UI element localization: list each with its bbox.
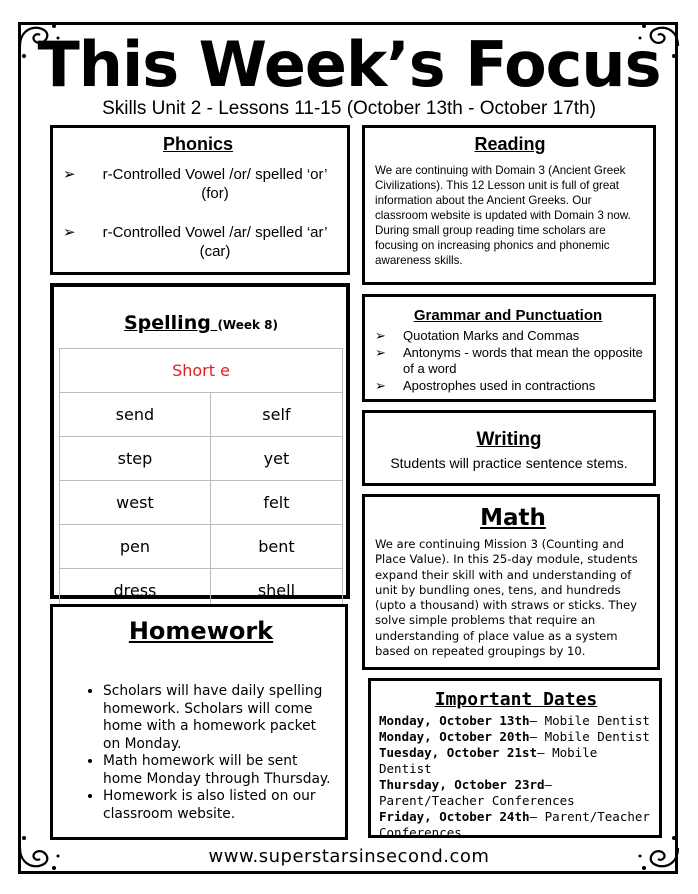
reading-text: We are continuing with Domain 3 (Ancient Greek Civilizations). This 12 Lesson unit is full of great information about the Ancient Greeks. Our classroom website is updated with Domain 3 now. During small group reading time scholars are focusing on increasing phonics and phonemic awareness skills. bbox=[375, 164, 631, 267]
table-row: step yet bbox=[60, 437, 343, 481]
grammar-heading: Grammar and Punctuation bbox=[413, 307, 603, 324]
math-text: We are continuing Mission 3 (Counting and Place Value). In this 25-day module, students expand their skill with and understanding of unit by bundling ones, tens, and hundreds (upto a thousand) with straws or sticks. They solve simple problems that require an understanding of place value as a system based on repeated groupings by 10. bbox=[375, 537, 638, 659]
homework-heading: Homework bbox=[128, 617, 274, 645]
phonics-list bbox=[57, 165, 339, 261]
dates-entry: Friday, October 24th– Parent/Teacher Conferences bbox=[379, 809, 650, 840]
spelling-header bbox=[59, 312, 343, 334]
table-row: west felt bbox=[60, 481, 343, 525]
math-box bbox=[362, 494, 660, 670]
page-subtitle: Skills Unit 2 - Lessons 11-15 (October 13th - October 17th) bbox=[102, 98, 596, 119]
list-item: • Math homework will be sent home Monday through Thursday. bbox=[103, 753, 335, 788]
phonics-heading: Phonics bbox=[162, 134, 233, 154]
list-item: ➢ Antonyms - words that mean the opposite of a word bbox=[375, 344, 643, 376]
spelling-table bbox=[59, 348, 343, 613]
dates-box bbox=[368, 678, 662, 838]
homework-list bbox=[67, 683, 335, 823]
reading-heading: Reading bbox=[474, 134, 546, 154]
dates-heading: Important Dates bbox=[434, 689, 598, 710]
arrow-bullet-icon: ➢ bbox=[375, 328, 386, 343]
arrow-bullet-icon: ➢ bbox=[375, 377, 386, 393]
spelling-pattern: Short e bbox=[60, 349, 343, 393]
list-item: ➢ r-Controlled Vowel /ar/ spelled ‘ar’ (car) bbox=[63, 224, 328, 260]
spelling-heading: Spelling bbox=[123, 312, 218, 334]
table-row: send self bbox=[60, 393, 343, 437]
writing-text: Students will practice sentence stems. bbox=[390, 455, 628, 471]
list-item: • Homework is also listed on our classroom website. bbox=[103, 788, 335, 823]
list-item: ➢ r-Controlled Vowel /or/ spelled ‘or’ (for) bbox=[63, 166, 328, 202]
reading-box bbox=[362, 125, 656, 285]
dates-entry: Monday, October 13th– Mobile Dentist bbox=[379, 713, 650, 728]
phonics-box bbox=[50, 125, 350, 275]
writing-box bbox=[362, 410, 656, 486]
arrow-bullet-icon: ➢ bbox=[63, 166, 76, 183]
arrow-bullet-icon: ➢ bbox=[63, 224, 76, 241]
table-row: dress shell bbox=[60, 569, 343, 613]
spelling-box bbox=[50, 283, 350, 599]
dates-entry: Tuesday, October 21st– Mobile Dentist bbox=[379, 745, 598, 776]
dates-entry: Thursday, October 23rd– Parent/Teacher Conferences bbox=[379, 777, 575, 808]
dates-entry: Monday, October 20th– Mobile Dentist bbox=[379, 729, 650, 744]
list-item: ➢ Apostrophes used in contractions bbox=[375, 377, 596, 393]
spelling-week: (Week 8) bbox=[217, 318, 278, 332]
page-title: This Week’s Focus bbox=[37, 28, 661, 101]
math-heading: Math bbox=[480, 505, 546, 531]
list-item: • Scholars will have daily spelling homework. Scholars will come home with a homework packet on Monday. bbox=[103, 683, 335, 753]
homework-box bbox=[50, 604, 348, 840]
website-url: www.superstarsinsecond.com bbox=[208, 846, 490, 867]
arrow-bullet-icon: ➢ bbox=[375, 344, 386, 360]
grammar-box bbox=[362, 294, 656, 402]
grammar-list bbox=[369, 328, 647, 394]
table-row: pen bent bbox=[60, 525, 343, 569]
writing-heading: Writing bbox=[476, 429, 542, 450]
list-item: ➢ Quotation Marks and Commas bbox=[375, 328, 580, 343]
